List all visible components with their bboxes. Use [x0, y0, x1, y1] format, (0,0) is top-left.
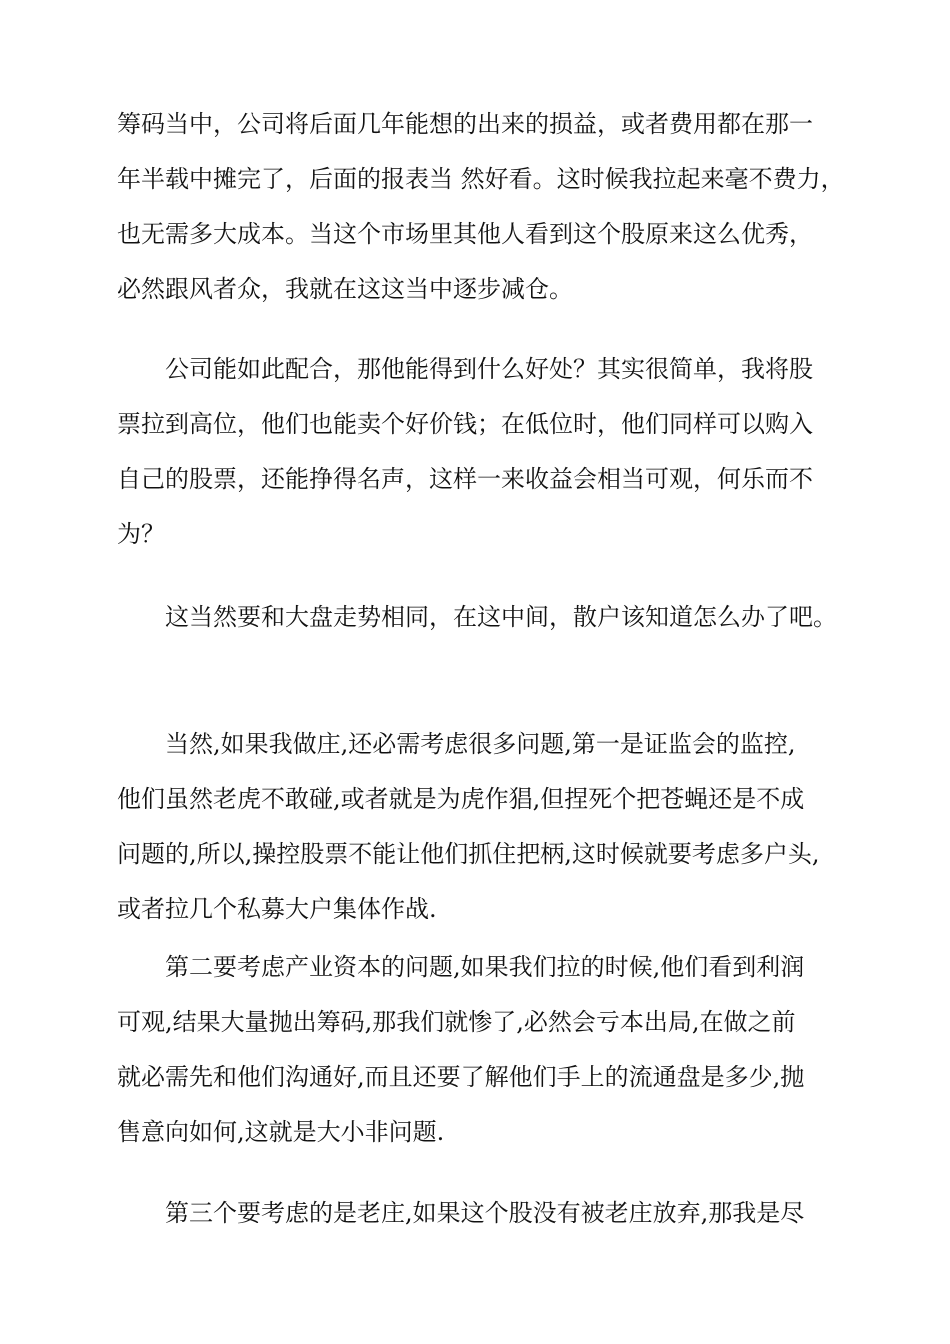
- paragraph-2: [117, 342, 892, 562]
- text-line: 问题的,所以,操控股票不能让他们抓住把柄,这时候就要考虑多户头,: [117, 840, 820, 868]
- text-line: 这当然要和大盘走势相同，在这中间，散户该知道怎么办了吧。: [165, 603, 837, 631]
- text-line: 第二要考虑产业资本的问题,如果我们拉的时候,他们看到利润: [165, 953, 805, 981]
- text-line: 售意向如何,这就是大小非问题.: [117, 1118, 445, 1146]
- text-line: 公司能如此配合，那他能得到什么好处？其实很简单，我将股: [165, 355, 813, 383]
- paragraph-1: [117, 97, 892, 317]
- text-line: 必然跟风者众，我就在这这当中逐步减仓。: [117, 275, 573, 303]
- paragraph-6: [117, 1186, 892, 1241]
- text-line: 自己的股票，还能挣得名声，这样一来收益会相当可观，何乐而不: [117, 465, 813, 493]
- text-line: 年半载中摊完了，后面的报表当 然好看。这时候我拉起来毫不费力，: [117, 165, 845, 193]
- text-line: 当然,如果我做庄,还必需考虑很多问题,第一是证监会的监控,: [165, 730, 796, 758]
- text-line: 也无需多大成本。当这个市场里其他人看到这个股原来这么优秀，: [117, 220, 813, 248]
- paragraph-3: [117, 590, 892, 645]
- text-line: 就必需先和他们沟通好,而且还要了解他们手上的流通盘是多少,抛: [117, 1063, 805, 1091]
- text-line: 第三个要考虑的是老庄,如果这个股没有被老庄放弃,那我是尽: [165, 1199, 805, 1227]
- text-line: 可观,结果大量抛出筹码,那我们就惨了,必然会亏本出局,在做之前: [117, 1008, 796, 1036]
- text-line: 他们虽然老虎不敢碰,或者就是为虎作猖,但捏死个把苍蝇还是不成: [117, 785, 805, 813]
- text-line: 或者拉几个私募大户集体作战.: [117, 895, 437, 923]
- text-line: 为？: [117, 520, 165, 548]
- text-line: 筹码当中，公司将后面几年能想的出来的损益，或者费用都在那一: [117, 110, 813, 138]
- text-line: 票拉到高位，他们也能卖个好价钱；在低位时，他们同样可以购入: [117, 410, 813, 438]
- paragraph-4: [117, 717, 892, 937]
- paragraph-5: [117, 940, 892, 1160]
